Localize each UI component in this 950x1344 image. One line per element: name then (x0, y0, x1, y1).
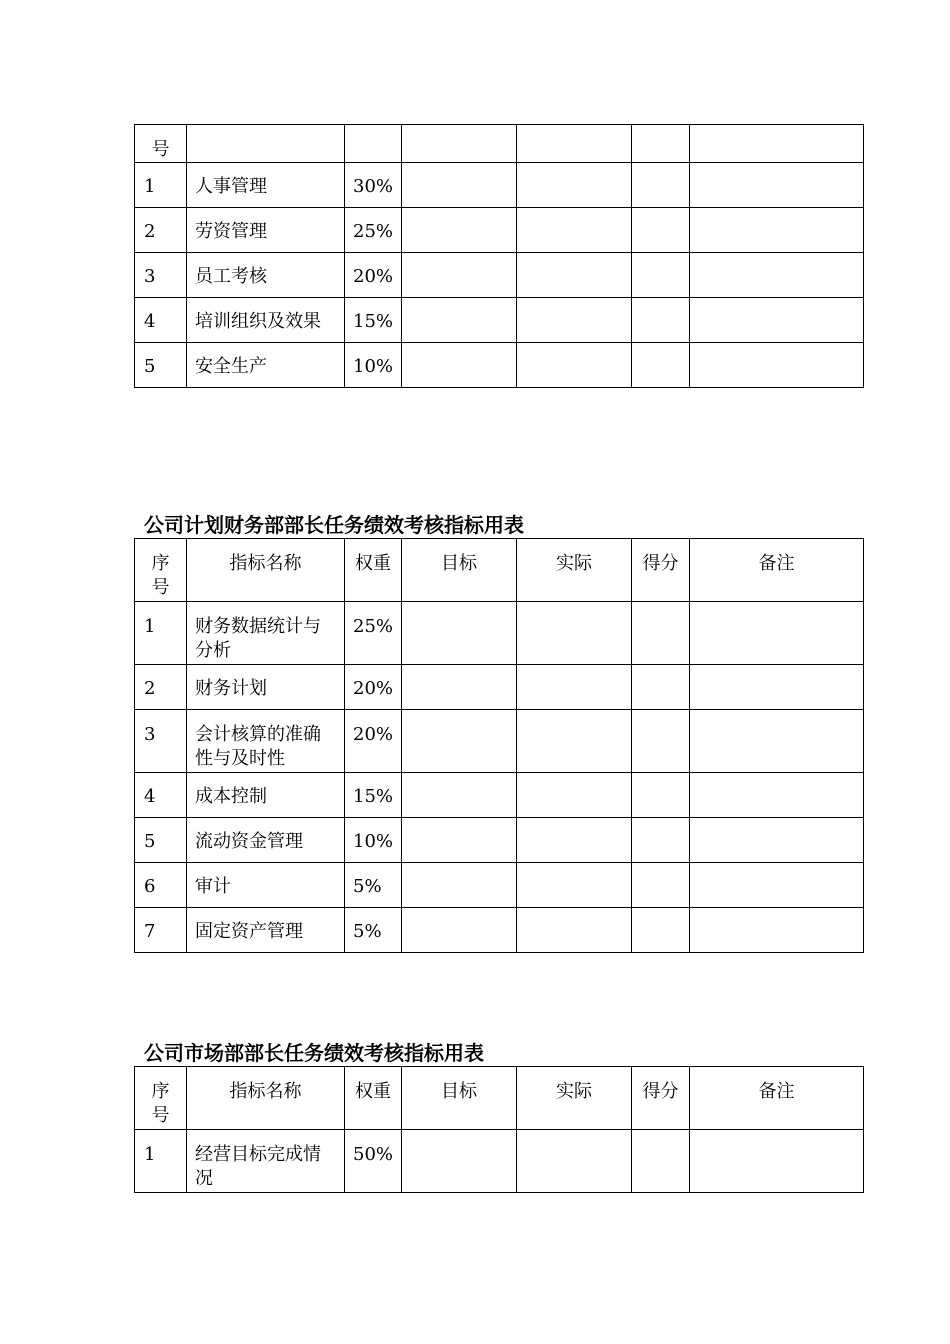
actual-cell (517, 773, 632, 818)
table-row (135, 908, 864, 953)
actual-cell (517, 1130, 632, 1193)
target-cell (402, 818, 517, 863)
seq-cell: 6 (135, 863, 187, 908)
weight-cell: 15% (345, 773, 402, 818)
actual-header-cell (517, 125, 632, 163)
remark-cell (690, 253, 864, 298)
weight-cell: 20% (345, 710, 402, 773)
actual-cell (517, 863, 632, 908)
seq-header-line1: 序 (151, 1081, 170, 1102)
table-row (135, 208, 864, 253)
table-header-row (135, 125, 864, 163)
table-row (135, 863, 864, 908)
weight-cell: 15% (345, 298, 402, 343)
seq-header-cell: 号 (135, 125, 187, 163)
actual-cell (517, 602, 632, 665)
seq-cell: 1 (135, 163, 187, 208)
table-header-row (135, 539, 864, 602)
indicator-name-cell: 劳资管理 (187, 208, 345, 253)
seq-cell: 5 (135, 343, 187, 388)
weight-cell: 10% (345, 818, 402, 863)
seq-header-line2: 号 (151, 1105, 170, 1126)
seq-cell: 3 (135, 253, 187, 298)
remark-cell (690, 343, 864, 388)
table-row (135, 602, 864, 665)
score-cell (632, 863, 690, 908)
indicator-name-cell: 成本控制 (187, 773, 345, 818)
actual-cell (517, 665, 632, 710)
table-row (135, 253, 864, 298)
indicator-name-cell: 培训组织及效果 (187, 298, 345, 343)
indicator-name-cell: 经营目标完成情况 (187, 1130, 345, 1193)
target-cell (402, 665, 517, 710)
remark-header-cell (690, 125, 864, 163)
table-row (135, 343, 864, 388)
table-header-row (135, 1067, 864, 1130)
target-cell (402, 908, 517, 953)
target-cell (402, 253, 517, 298)
hr-kpi-table (134, 124, 864, 388)
target-header-cell: 目标 (402, 1067, 517, 1130)
remark-cell (690, 908, 864, 953)
actual-cell (517, 818, 632, 863)
actual-cell (517, 908, 632, 953)
weight-cell: 5% (345, 908, 402, 953)
score-cell (632, 908, 690, 953)
score-header-cell: 得分 (632, 1067, 690, 1130)
indicator-name-cell: 会计核算的准确性与及时性 (187, 710, 345, 773)
score-cell (632, 208, 690, 253)
seq-header-cell (135, 1067, 187, 1130)
indicator-name-cell: 财务数据统计与分析 (187, 602, 345, 665)
score-cell (632, 253, 690, 298)
remark-cell (690, 665, 864, 710)
indicator-name-cell: 固定资产管理 (187, 908, 345, 953)
actual-header-cell: 实际 (517, 539, 632, 602)
target-cell (402, 710, 517, 773)
seq-cell: 5 (135, 818, 187, 863)
finance-kpi-table (134, 538, 864, 953)
weight-header-cell: 权重 (345, 1067, 402, 1130)
table-row (135, 1130, 864, 1193)
seq-cell: 4 (135, 298, 187, 343)
weight-cell: 50% (345, 1130, 402, 1193)
target-cell (402, 163, 517, 208)
weight-cell: 20% (345, 665, 402, 710)
remark-cell (690, 163, 864, 208)
indicator-name-cell: 人事管理 (187, 163, 345, 208)
actual-cell (517, 253, 632, 298)
remark-header-cell: 备注 (690, 1067, 864, 1130)
remark-cell (690, 1130, 864, 1193)
indicator-name-cell: 安全生产 (187, 343, 345, 388)
weight-cell: 25% (345, 602, 402, 665)
score-cell (632, 343, 690, 388)
score-cell (632, 602, 690, 665)
seq-header-line1: 序 (151, 553, 170, 574)
seq-cell: 1 (135, 602, 187, 665)
marketing-table-title: 公司市场部部长任务绩效考核指标用表 (144, 1041, 484, 1065)
score-cell (632, 163, 690, 208)
target-cell (402, 208, 517, 253)
score-cell (632, 1130, 690, 1193)
seq-cell: 7 (135, 908, 187, 953)
target-cell (402, 298, 517, 343)
score-cell (632, 710, 690, 773)
target-header-cell (402, 125, 517, 163)
table-row (135, 773, 864, 818)
name-header-cell: 指标名称 (187, 539, 345, 602)
finance-table-title: 公司计划财务部部长任务绩效考核指标用表 (144, 513, 524, 537)
score-cell (632, 773, 690, 818)
indicator-name-cell: 员工考核 (187, 253, 345, 298)
actual-cell (517, 208, 632, 253)
actual-cell (517, 710, 632, 773)
table-row (135, 163, 864, 208)
weight-header-cell (345, 125, 402, 163)
score-cell (632, 298, 690, 343)
name-header-cell: 指标名称 (187, 1067, 345, 1130)
table-row (135, 710, 864, 773)
indicator-name-cell: 财务计划 (187, 665, 345, 710)
target-header-cell: 目标 (402, 539, 517, 602)
remark-cell (690, 818, 864, 863)
target-cell (402, 602, 517, 665)
remark-header-cell: 备注 (690, 539, 864, 602)
remark-cell (690, 298, 864, 343)
weight-cell: 10% (345, 343, 402, 388)
remark-cell (690, 602, 864, 665)
weight-cell: 20% (345, 253, 402, 298)
table-row (135, 665, 864, 710)
weight-header-cell: 权重 (345, 539, 402, 602)
target-cell (402, 773, 517, 818)
name-header-cell (187, 125, 345, 163)
target-cell (402, 1130, 517, 1193)
seq-cell: 1 (135, 1130, 187, 1193)
table-row (135, 818, 864, 863)
actual-header-cell: 实际 (517, 1067, 632, 1130)
remark-cell (690, 773, 864, 818)
marketing-kpi-table (134, 1066, 864, 1193)
indicator-name-cell: 流动资金管理 (187, 818, 345, 863)
table-row (135, 298, 864, 343)
seq-header-line2: 号 (151, 577, 170, 598)
indicator-name-cell: 审计 (187, 863, 345, 908)
actual-cell (517, 298, 632, 343)
seq-cell: 2 (135, 208, 187, 253)
remark-cell (690, 208, 864, 253)
remark-cell (690, 863, 864, 908)
actual-cell (517, 163, 632, 208)
score-header-cell (632, 125, 690, 163)
seq-cell: 3 (135, 710, 187, 773)
target-cell (402, 863, 517, 908)
weight-cell: 5% (345, 863, 402, 908)
weight-cell: 25% (345, 208, 402, 253)
remark-cell (690, 710, 864, 773)
weight-cell: 30% (345, 163, 402, 208)
actual-cell (517, 343, 632, 388)
target-cell (402, 343, 517, 388)
seq-header-cell (135, 539, 187, 602)
seq-cell: 2 (135, 665, 187, 710)
score-header-cell: 得分 (632, 539, 690, 602)
score-cell (632, 818, 690, 863)
seq-cell: 4 (135, 773, 187, 818)
score-cell (632, 665, 690, 710)
